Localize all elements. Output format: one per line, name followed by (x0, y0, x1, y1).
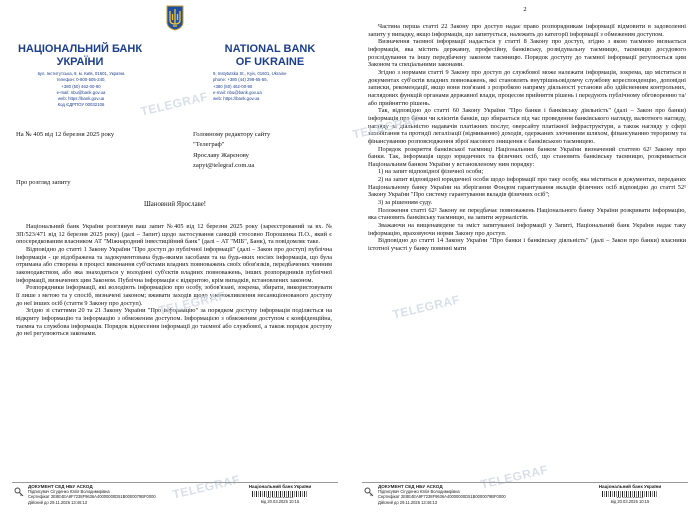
en-address: 9, Instytutska St., Kyiv, 01601, Ukraine (213, 71, 287, 76)
stamp-reg-date: від 20.03.2025 10:15 (610, 499, 650, 505)
trident-emblem-icon (166, 5, 184, 31)
paragraph: Визначення таємної інформації надається у статті 8 Закону про доступ, згідно з якою таємною визнається інформація, яка містить державну, професійну, банківську, розвідувальну таємницю, таємницю досудового розслідування та іншу передбачену законом таємницю. Порядок доступу до таємної інформації регулюється цим Законом та спеціальними законами. (368, 38, 686, 69)
stamp-key-icon (14, 484, 24, 494)
bank-name-en-line1: NATIONAL BANK (224, 43, 316, 55)
stamp-reg-date: від 20.03.2025 10:15 (260, 499, 300, 505)
e-signature-stamp (378, 484, 506, 505)
ua-phone: телефон: 0-800-505-240, (56, 77, 106, 83)
en-email: e-mail: nbu@bank.gov.ua (213, 89, 262, 95)
watermark: TELEGRAF (139, 89, 210, 119)
paragraph: Згідно зі статтями 20 та 21 Закону України "Про інформацію" за порядком доступу інформація поділяється на відкриту інформацію та інформацію з обмеженим доступом. Інформацією з обмеженим доступом є конфіденційна, таємна та службова інформація. Порядок віднесення інформації до таємної або службової, а також порядок доступу до неї регулюються законами. (16, 307, 332, 338)
list-item: 3) за рішенням суду. (378, 199, 433, 207)
ua-contacts (16, 71, 146, 109)
stamp-signer: Підписувач Сігуденко Юлія Володимирівна (28, 489, 110, 495)
addressee-name: Ярославу Жарєнову (193, 151, 249, 159)
subject-line: Про розгляд запиту (16, 179, 71, 186)
addressee-role: Головному редактору сайту (193, 131, 271, 138)
stamp-org: Національний банк України (248, 484, 312, 489)
en-phone: phone: +380 (44) 298-65-55, (213, 77, 268, 83)
ua-email: e-mail: nbu@bank.gov.ua (56, 89, 106, 95)
watermark: TELEGRAF (391, 292, 462, 322)
stamp-valid-until: Дійсний до 29.11.2026 13:46:13 (28, 499, 88, 505)
ua-web: web: https://bank.gov.ua (57, 96, 105, 102)
ua-address: вул. Інститутська, 9, м. Київ, 01601, Україна (37, 71, 125, 76)
addressee-site: "Телеграф" (193, 141, 225, 149)
e-signature-stamp (28, 484, 156, 505)
footer-divider (12, 482, 338, 483)
paragraph: Відповідно до статті 14 Закону України "Про банки і банківську діяльність" (далі – Закон про банки) власники істотної участі у банку повинні мати (368, 237, 686, 253)
list-item: 1) на запит відповідної фізичної особи; (378, 168, 484, 176)
page2-body (368, 23, 686, 253)
en-phone-2: +380 (50) 462-00-90 (213, 83, 253, 89)
ua-phone-2: +380 (50) 462-00-90 (61, 83, 101, 89)
paragraph: Національний банк України розглянув ваш запит №405 від 12 березня 2025 року (зареєстрований за вх. № ЗП/523/471 від 12 березня 2025 року) (далі – Запит) щодо застосування санкцій стосовно Порошенка П.О., який є опосередкованим власником АТ "Міжнародний інвестиційний банк" (далі – АТ "МІБ", Банк), та повідомляє таке. (16, 223, 332, 246)
paragraph: Згідно з нормами статті 9 Закону про доступ до службової може належати інформація, зокрема, що міститься в документах суб'єктів владних повноважень, які становлять внутрішньовідомчу службову кореспонденцію, доповідні записки, рекомендації, якщо вони пов'язані з розробкою напряму діяльності установи або здійсненням контрольних, наглядових функцій органами державної влади, процесом прийняття рішень і передують публічному обговоренню та/або прийняттю рішень. (368, 68, 686, 107)
page1-body (16, 223, 332, 338)
watermark: TELEGRAF (351, 112, 422, 142)
stamp-title: ДОКУМЕНТ СЕД НБУ АСКОД (28, 484, 93, 489)
paragraph: Частина перша статті 22 Закону про доступ надає право розпорядникам інформації відмовити в задоволенні запиту у випадку, якщо інформація, що запитується, належить до категорії інформації з обмеженим доступом. (368, 23, 686, 38)
paragraph: Відповідно до статті 1 Закону України "Про доступ до публічної інформації" (далі – Закон про доступ) публічна інформація - це відображена та задокументована будь-якими засобами та на будь-яких носіях інформація, що була отримана або створена в процесі виконання суб'єктами владних повноважень своїх обов'язків, передбачених чинним законодавством, або яка знаходиться у володінні суб'єктів владних повноважень, інших розпорядників публічної інформації, визначених цим Законом. Публічна інформація є відкритою, крім випадків, встановлених законом. (16, 245, 332, 284)
bank-name-ua-line2: УКРАЇНИ (56, 56, 104, 68)
en-contacts (213, 71, 333, 102)
greeting: Шановний Ярославе! (143, 201, 207, 208)
bank-name-en-line2: OF UKRAINE (235, 56, 305, 68)
footer-divider (362, 482, 688, 483)
stamp-title: ДОКУМЕНТ СЕД НБУ АСКОД (378, 484, 443, 489)
bank-name-ua-line1: НАЦІОНАЛЬНИЙ БАНК (17, 43, 143, 55)
stamp-key-icon (364, 484, 374, 494)
stamp-valid-until: Дійсний до 29.11.2026 13:46:13 (378, 499, 438, 505)
barcode (252, 491, 308, 497)
paragraph: Так, відповідно до статті 60 Закону України "Про банки і банківську діяльність" (далі – Закон про банки) інформація про банки чи клієнтів банків, що збирається під час проведення банківського нагляду, валютного нагляду, нагляду за діяльністю надавачів платіжних послуг, оверсайту платіжної інфраструктури, а також нагляду у сфері запобігання та протидії легалізації (відмиванню) доходів, одержаних злочинним шляхом, фінансуванню тероризму та фінансуванню розповсюдження зброї масового знищення є банківською таємницею. (368, 107, 686, 145)
addressee-block (193, 130, 270, 172)
paragraph: Розпорядники інформації, які володіють інформацією про особу, зобов'язані, зокрема, збирати, використовувати її лише з метою та у спосіб, визначені законом; вживати заходів щодо унеможливлення несанкціонованого доступу до неї інших осіб (стаття 9 Закону про доступ). (16, 284, 332, 307)
watermark: TELEGRAF (157, 288, 228, 318)
addressee-email: zapyt@telegraf.com.ua (193, 162, 255, 170)
ua-edrpou: Код ЄДРПОУ 00032106 (57, 102, 105, 108)
barcode (602, 491, 658, 497)
paragraph: Порядок розкриття банківської таємниці Національним банком України визначений статтею 62² Закону про банки. Так, інформація щодо юридичних та фізичних осіб, що становить банківську таємницю, розкривається Національним банком України у встановленому ним порядку: (368, 145, 686, 168)
letter-page-2 (350, 0, 700, 526)
stamp-certificate: Сертифікат 2E8E4EA9F7238F9636A40000000D51B0000079BF0000 (378, 494, 506, 500)
stamp-certificate: Сертифікат 2E8E4EA9F7238F9636A40000000D51B0000079BF0000 (28, 494, 156, 500)
paragraph: Зважаючи на вищенаведене та зміст запитуваної інформації у Запиті, Національний банк України надає таку інформацію, враховуючи норми Закону про доступ. (368, 222, 686, 237)
watermark: TELEGRAF (479, 462, 550, 492)
watermark: TELEGRAF (171, 472, 242, 502)
paragraph: Положення статті 62² Закону не передбачає повноважень Національного банку України розкривати інформацію, яка становить банківську таємницю, на запити журналістів. (368, 206, 686, 222)
stamp-signer: Підписувач Сігуденко Юлія Володимирівна (378, 489, 460, 495)
page-number: 2 (523, 6, 527, 13)
en-web: web: https://bank.gov.ua (213, 96, 260, 102)
list-item: 2) на запит відповідної юридичної особи щодо інформації про таку особу, яка міститься в документах, переданих Національному банку України на зберігання Фондом гарантування вкладів фізичних осіб відповідно до статті 52¹ Закону України "Про систему гарантування вкладів фізичних осіб"; (368, 176, 686, 199)
reference-line: На № 405 від 12 березня 2025 року (16, 131, 115, 138)
stamp-org: Національний банк України (598, 484, 662, 489)
